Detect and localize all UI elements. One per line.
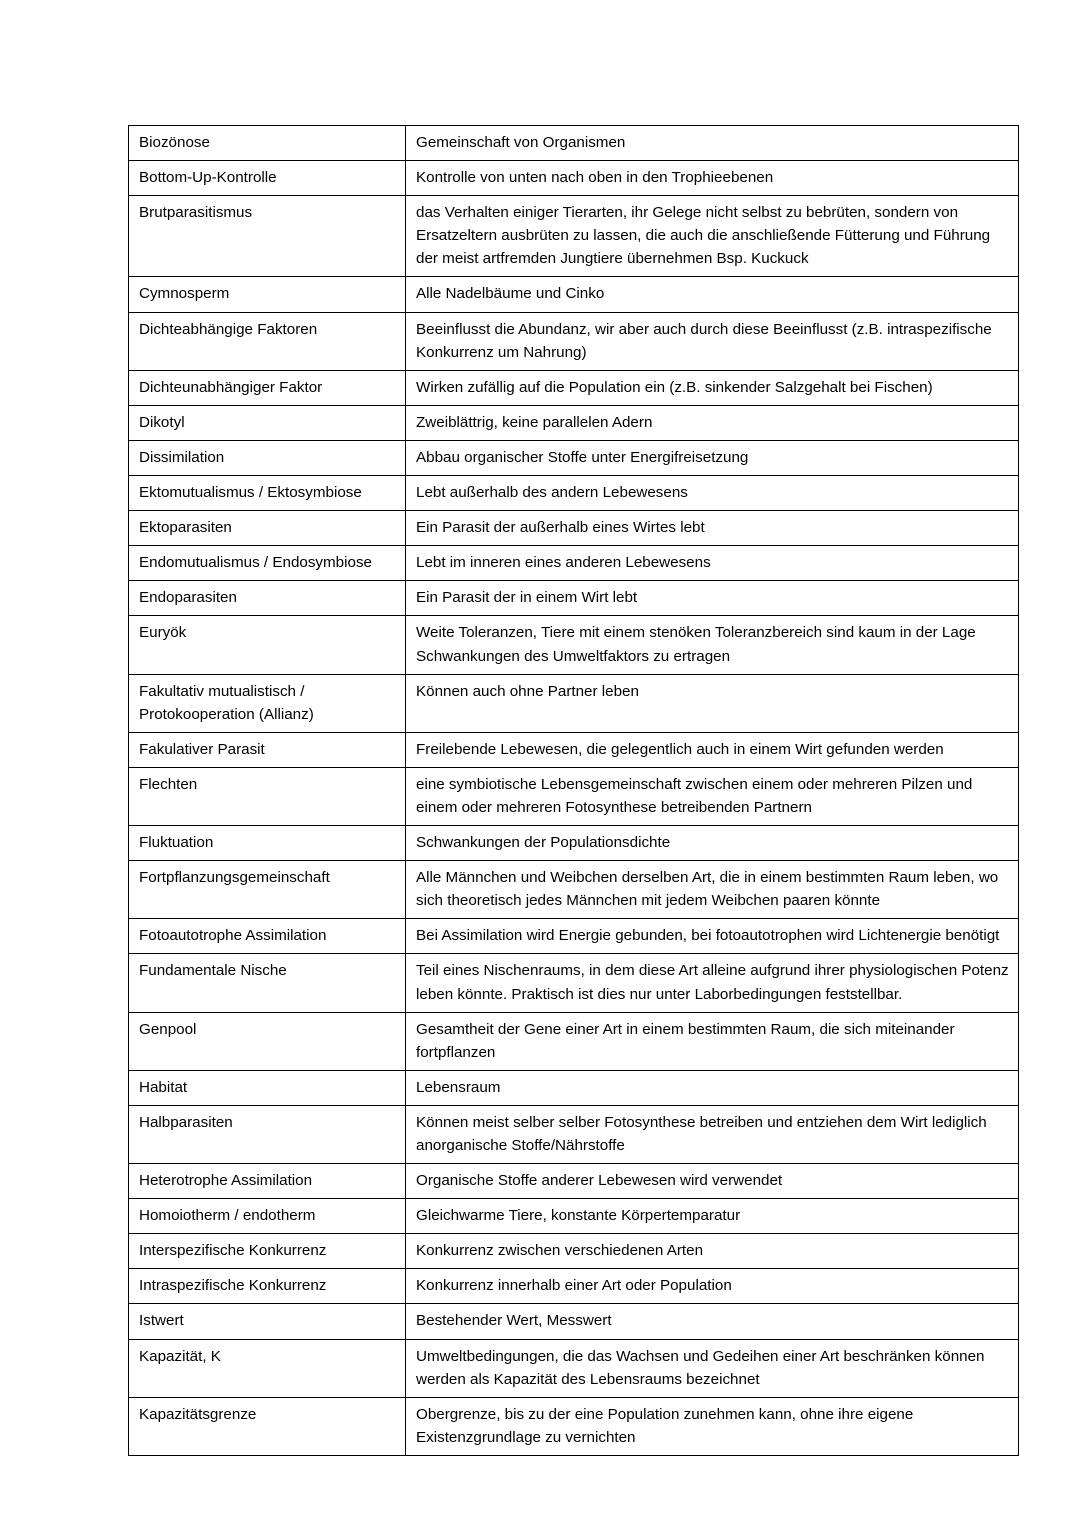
glossary-definition: Organische Stoffe anderer Lebewesen wird verwendet [406,1164,1019,1199]
glossary-term: Ektomutualismus / Ektosymbiose [129,476,406,511]
table-row [129,1339,1019,1397]
glossary-definition: Obergrenze, bis zu der eine Population zunehmen kann, ohne ihre eigene Existenzgrundlage zu vernichten [406,1397,1019,1455]
glossary-definition: Lebensraum [406,1070,1019,1105]
glossary-term: Intraspezifische Konkurrenz [129,1269,406,1304]
table-row [129,1304,1019,1339]
glossary-definition: Können auch ohne Partner leben [406,674,1019,732]
glossary-definition: Alle Männchen und Weibchen derselben Art, die in einem bestimmten Raum leben, wo sich theoretisch jedes Männchen mit jedem Weibchen paaren könnte [406,861,1019,919]
table-row [129,1234,1019,1269]
glossary-term: Homoiotherm / endotherm [129,1199,406,1234]
table-row [129,405,1019,440]
glossary-term: Flechten [129,767,406,825]
glossary-definition: Gleichwarme Tiere, konstante Körpertemparatur [406,1199,1019,1234]
glossary-definition: Können meist selber selber Fotosynthese betreiben und entziehen dem Wirt lediglich anorganische Stoffe/Nährstoffe [406,1105,1019,1163]
glossary-definition: Bestehender Wert, Messwert [406,1304,1019,1339]
glossary-term: Bottom-Up-Kontrolle [129,161,406,196]
table-row [129,476,1019,511]
table-row [129,1105,1019,1163]
glossary-definition: Gemeinschaft von Organismen [406,126,1019,161]
glossary-definition: Umweltbedingungen, die das Wachsen und Gedeihen einer Art beschränken können werden als Kapazität des Lebensraums bezeichnet [406,1339,1019,1397]
glossary-table [128,125,1019,1456]
glossary-term: Fortpflanzungsgemeinschaft [129,861,406,919]
glossary-term: Dissimilation [129,440,406,475]
glossary-definition: Wirken zufällig auf die Population ein (z.B. sinkender Salzgehalt bei Fischen) [406,370,1019,405]
table-row [129,954,1019,1012]
glossary-term: Halbparasiten [129,1105,406,1163]
glossary-definition: Ein Parasit der außerhalb eines Wirtes lebt [406,511,1019,546]
glossary-term: Cymnosperm [129,277,406,312]
glossary-definition: das Verhalten einiger Tierarten, ihr Gelege nicht selbst zu bebrüten, sondern von Ersatzeltern ausbrüten zu lassen, die auch die anschließende Fütterung und Führung der meist artfremden Jungtiere übernehmen Bsp. Kuckuck [406,196,1019,277]
table-row [129,546,1019,581]
table-row [129,440,1019,475]
glossary-term: Dichteunabhängiger Faktor [129,370,406,405]
table-row [129,1164,1019,1199]
table-row [129,674,1019,732]
table-row [129,312,1019,370]
table-row [129,767,1019,825]
glossary-term: Genpool [129,1012,406,1070]
table-row [129,161,1019,196]
glossary-term: Habitat [129,1070,406,1105]
glossary-definition: Lebt im inneren eines anderen Lebewesens [406,546,1019,581]
glossary-term: Heterotrophe Assimilation [129,1164,406,1199]
glossary-term: Endomutualismus / Endosymbiose [129,546,406,581]
table-row [129,1397,1019,1455]
glossary-definition: Teil eines Nischenraums, in dem diese Art alleine aufgrund ihrer physiologischen Potenz leben könnte. Praktisch ist dies nur unter Laborbedingungen feststellbar. [406,954,1019,1012]
table-row [129,1199,1019,1234]
glossary-term: Fakulativer Parasit [129,732,406,767]
glossary-term: Fotoautotrophe Assimilation [129,919,406,954]
glossary-term: Fluktuation [129,826,406,861]
glossary-definition: Kontrolle von unten nach oben in den Trophieebenen [406,161,1019,196]
table-row [129,616,1019,674]
table-row [129,1012,1019,1070]
glossary-definition: Lebt außerhalb des andern Lebewesens [406,476,1019,511]
table-row [129,861,1019,919]
table-row [129,1070,1019,1105]
glossary-definition: Schwankungen der Populationsdichte [406,826,1019,861]
glossary-definition: Konkurrenz zwischen verschiedenen Arten [406,1234,1019,1269]
glossary-definition: Beeinflusst die Abundanz, wir aber auch durch diese Beeinflusst (z.B. intraspezifische Konkurrenz um Nahrung) [406,312,1019,370]
glossary-term: Euryök [129,616,406,674]
glossary-term: Dichteabhängige Faktoren [129,312,406,370]
table-row [129,126,1019,161]
table-row [129,370,1019,405]
glossary-definition: Gesamtheit der Gene einer Art in einem bestimmten Raum, die sich miteinander fortpflanzen [406,1012,1019,1070]
glossary-term: Biozönose [129,126,406,161]
glossary-definition: Konkurrenz innerhalb einer Art oder Population [406,1269,1019,1304]
table-row [129,196,1019,277]
table-row [129,826,1019,861]
glossary-term: Fakultativ mutualistisch / Protokooperation (Allianz) [129,674,406,732]
glossary-definition: Bei Assimilation wird Energie gebunden, bei fotoautotrophen wird Lichtenergie benötigt [406,919,1019,954]
table-row [129,919,1019,954]
glossary-definition: Weite Toleranzen, Tiere mit einem stenöken Toleranzbereich sind kaum in der Lage Schwankungen des Umweltfaktors zu ertragen [406,616,1019,674]
glossary-definition: Alle Nadelbäume und Cinko [406,277,1019,312]
glossary-term: Endoparasiten [129,581,406,616]
glossary-definition: Freilebende Lebewesen, die gelegentlich auch in einem Wirt gefunden werden [406,732,1019,767]
glossary-table-body [129,126,1019,1456]
glossary-term: Fundamentale Nische [129,954,406,1012]
glossary-definition: Zweiblättrig, keine parallelen Adern [406,405,1019,440]
table-row [129,1269,1019,1304]
glossary-term: Istwert [129,1304,406,1339]
glossary-definition: Ein Parasit der in einem Wirt lebt [406,581,1019,616]
glossary-term: Interspezifische Konkurrenz [129,1234,406,1269]
glossary-term: Dikotyl [129,405,406,440]
glossary-definition: eine symbiotische Lebensgemeinschaft zwischen einem oder mehreren Pilzen und einem oder mehreren Fotosynthese betreibenden Partnern [406,767,1019,825]
table-row [129,511,1019,546]
glossary-term: Kapazitätsgrenze [129,1397,406,1455]
table-row [129,277,1019,312]
glossary-term: Brutparasitismus [129,196,406,277]
glossary-term: Ektoparasiten [129,511,406,546]
table-row [129,581,1019,616]
glossary-definition: Abbau organischer Stoffe unter Energifreisetzung [406,440,1019,475]
table-row [129,732,1019,767]
glossary-term: Kapazität, K [129,1339,406,1397]
